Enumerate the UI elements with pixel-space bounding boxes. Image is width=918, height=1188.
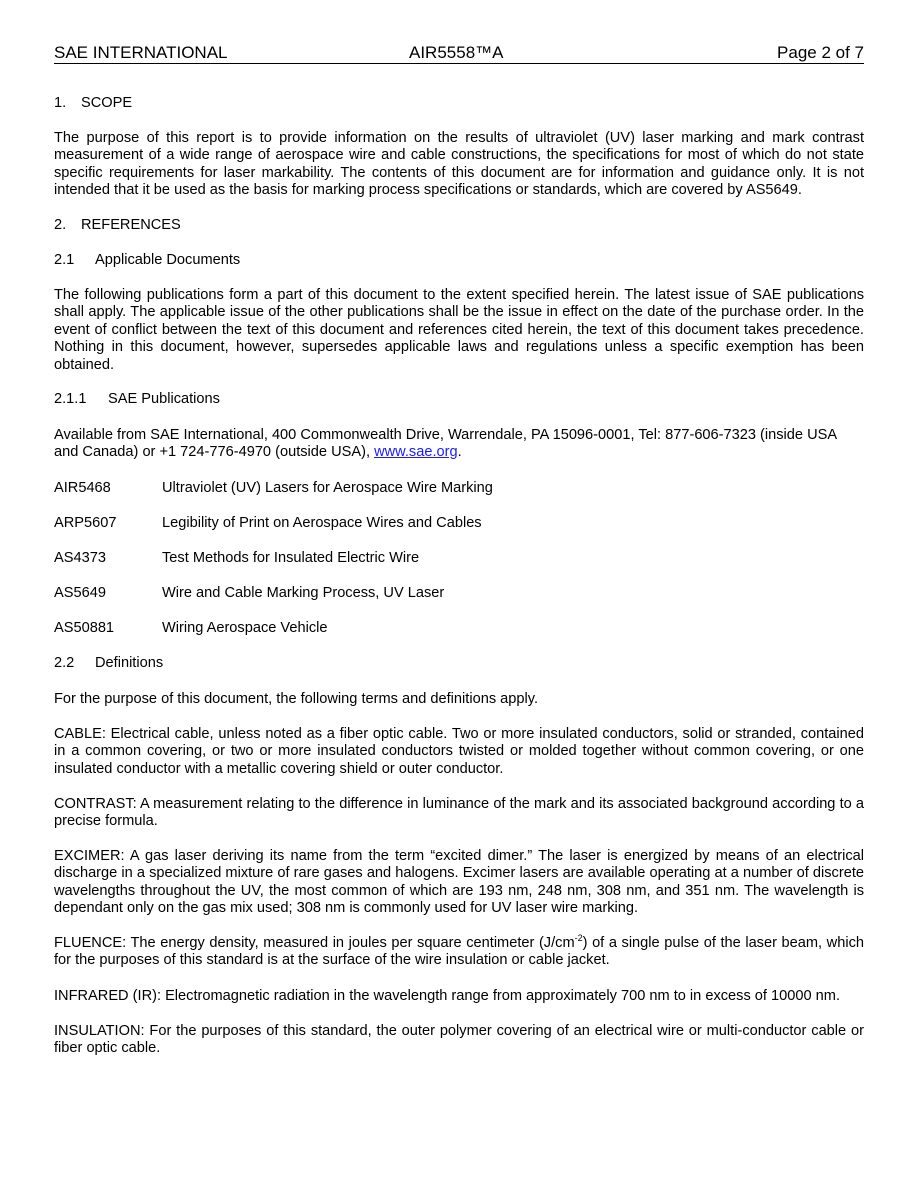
reference-code: AIR5468 [54, 480, 111, 496]
reference-title: Wiring Aerospace Vehicle [162, 620, 328, 636]
reference-code: AS4373 [54, 550, 106, 566]
reference-title: Ultraviolet (UV) Lasers for Aerospace Wire Marking [162, 480, 493, 496]
reference-code: AS5649 [54, 585, 106, 601]
definition-infrared: INFRARED (IR): Electromagnetic radiation in the wavelength range from approximately 700 nm to in excess of 10000 nm. [54, 988, 840, 1004]
definition-contrast: CONTRAST: A measurement relating to the difference in luminance of the mark and its associated background according to a precise formula. [54, 796, 864, 830]
superscript-exponent: -2 [574, 933, 583, 943]
section-heading-references: 2. REFERENCES [54, 217, 181, 233]
section-heading-scope: 1. SCOPE [54, 95, 133, 111]
reference-code: AS50881 [54, 620, 115, 636]
applicable-documents-paragraph: The following publications form a part of this document to the extent specified herein. The latest issue of SAE publications shall apply. The applicable issue of the other publications shall be the issue in effect on the date of the purchase order. In the event of conflict between the text of this document and references cited herein, the text of this document takes precedence. Nothing in this document, however, supersedes applicable laws and regulations unless a specific exemption has been obtained. [54, 287, 864, 373]
section-heading-applicable-documents: 2.1 Applicable Documents [54, 252, 241, 268]
scope-paragraph: The purpose of this report is to provide information on the results of ultraviolet (UV) laser marking and mark contrast measurement of a wide range of aerospace wire and cable constructions, the specifications for most of which do not state specific requirements for laser markability. The contents of this document are for information and guidance only. It is not intended that it be used as the basis for marking process specifications or standards, which are covered by AS5649. [54, 130, 864, 199]
page-header [54, 43, 864, 64]
definition-insulation: INSULATION: For the purposes of this standard, the outer polymer covering of an electrical wire or multi-conductor cable or fiber optic cable. [54, 1023, 864, 1057]
header-org: SAE INTERNATIONAL [54, 43, 228, 62]
reference-title: Test Methods for Insulated Electric Wire [162, 550, 420, 566]
definition-cable: CABLE: Electrical cable, unless noted as a fiber optic cable. Two or more insulated conductors, solid or stranded, contained in a common covering, or two or more insulated conductors twisted or molded together without common covering, or one insulated conductor with a metallic covering shield or outer conductor. [54, 726, 864, 777]
definitions-intro: For the purpose of this document, the following terms and definitions apply. [54, 691, 539, 707]
reference-title: Wire and Cable Marking Process, UV Laser [162, 585, 445, 601]
sae-publications-paragraph: Available from SAE International, 400 Commonwealth Drive, Warrendale, PA 15096-0001, Tel: 877-606-7323 (inside USA and Canada) or +1 724-776-4970 (outside USA), www.sae.org. [54, 427, 837, 461]
definition-excimer: EXCIMER: A gas laser deriving its name from the term “excited dimer.” The laser is energized by means of an electrical discharge in a specialized mixture of rare gases and halogens. Excimer lasers are available operating at a number of discrete wavelengths throughout the UV, the most common of which are 193 nm, 248 nm, 308 nm, and 351 nm. The wavelength is dependant only on the gas mix used; 308 nm is commonly used for UV laser wire marking. [54, 848, 864, 917]
sae-website-link[interactable]: www.sae.org [374, 444, 458, 461]
definition-fluence: FLUENCE: The energy density, measured in joules per square centimeter $(J/cm^{-2})$ of a single pulse of the laser beam, which for the purposes of this standard is at the surface of the wire insulation or cable jacket. [54, 933, 864, 969]
section-heading-definitions: 2.2 Definitions [54, 655, 164, 671]
reference-title: Legibility of Print on Aerospace Wires and Cables [162, 515, 482, 531]
reference-code: ARP5607 [54, 515, 117, 531]
section-heading-sae-publications: 2.1.1 SAE Publications [54, 391, 220, 407]
header-doc-id: AIR5558™A [409, 43, 504, 62]
header-page-number: Page 2 of 7 [777, 43, 864, 62]
